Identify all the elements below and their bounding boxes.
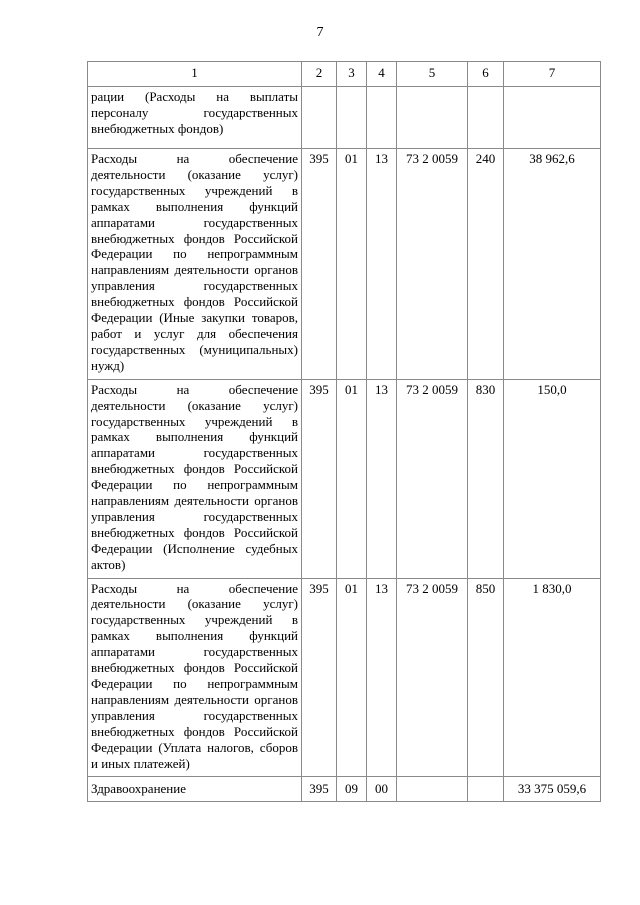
- row-amount: 150,0: [504, 379, 601, 578]
- row-subsection-code: 13: [367, 149, 397, 380]
- row-expense-type: 850: [468, 578, 504, 777]
- column-header-1: 1: [88, 62, 302, 87]
- row-amount: 1 830,0: [504, 578, 601, 777]
- table-row-summary: [88, 777, 601, 802]
- row-expense-type: [468, 777, 504, 802]
- row-ministry-code: 395: [302, 379, 337, 578]
- row-amount: 33 375 059,6: [504, 777, 601, 802]
- row-section-code: 09: [337, 777, 367, 802]
- row-ministry-code: 395: [302, 777, 337, 802]
- row-ministry-code: 395: [302, 149, 337, 380]
- row-subsection-code: 13: [367, 578, 397, 777]
- row-section-code: 01: [337, 379, 367, 578]
- page-number: 7: [316, 25, 324, 40]
- row-description: Расходы на обеспечение деятельности (оказание услуг) государственных учреждений в рамках выполнения функций аппаратами государственных внебюджетных фондов Российской Федерации по непрограммным направлениям деятельности органов управления государственных внебюджетных фондов Российской Федерации (Иные закупки товаров, работ и услуг для обеспечения государственных (муниципальных) нужд): [88, 149, 302, 380]
- row-description: Расходы на обеспечение деятельности (оказание услуг) государственных учреждений в рамках выполнения функций аппаратами государственных внебюджетных фондов Российской Федерации по непрограммным направлениям деятельности органов управления государственных внебюджетных фондов Российской Федерации (Уплата налогов, сборов и иных платежей): [88, 578, 302, 777]
- row-amount: [504, 87, 601, 149]
- column-header-7: 7: [504, 62, 601, 87]
- row-section-code: [337, 87, 367, 149]
- row-section-code: 01: [337, 578, 367, 777]
- row-expense-type: 240: [468, 149, 504, 380]
- table-row: [88, 578, 601, 777]
- row-subsection-code: 00: [367, 777, 397, 802]
- row-target-article: [397, 87, 468, 149]
- row-description: рации (Расходы на выплаты персоналу государственных внебюджетных фондов): [88, 87, 302, 149]
- row-amount: 38 962,6: [504, 149, 601, 380]
- table-row: [88, 149, 601, 380]
- row-subsection-code: 13: [367, 379, 397, 578]
- row-target-article: 73 2 0059: [397, 149, 468, 380]
- table-row: [88, 87, 601, 149]
- row-description: Расходы на обеспечение деятельности (оказание услуг) государственных учреждений в рамках выполнения функций аппаратами государственных внебюджетных фондов Российской Федерации по непрограммным направлениям деятельности органов управления государственных внебюджетных фондов Российской Федерации (Исполнение судебных актов): [88, 379, 302, 578]
- row-expense-type: [468, 87, 504, 149]
- table-header-row: [88, 62, 601, 87]
- row-description: Здравоохранение: [88, 777, 302, 802]
- row-section-code: 01: [337, 149, 367, 380]
- column-header-4: 4: [367, 62, 397, 87]
- column-header-3: 3: [337, 62, 367, 87]
- row-subsection-code: [367, 87, 397, 149]
- column-header-2: 2: [302, 62, 337, 87]
- column-header-6: 6: [468, 62, 504, 87]
- column-header-5: 5: [397, 62, 468, 87]
- row-ministry-code: [302, 87, 337, 149]
- table-row: [88, 379, 601, 578]
- budget-table: [87, 61, 601, 802]
- row-target-article: 73 2 0059: [397, 379, 468, 578]
- row-expense-type: 830: [468, 379, 504, 578]
- row-target-article: 73 2 0059: [397, 578, 468, 777]
- row-ministry-code: 395: [302, 578, 337, 777]
- row-target-article: [397, 777, 468, 802]
